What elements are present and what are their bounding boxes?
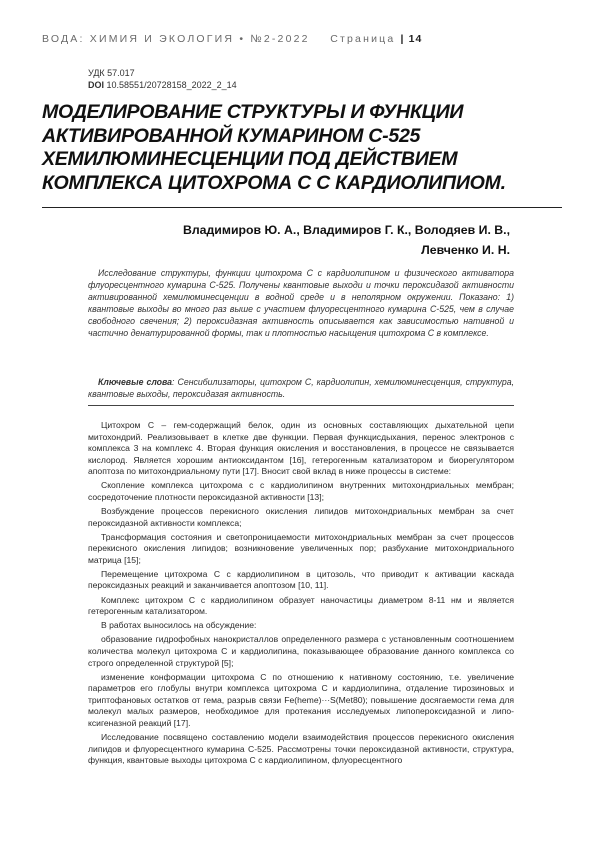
page-number: 14 xyxy=(408,33,423,45)
abstract: Исследование структуры, функции цитохрома С с кардиолипином и физического активатора флуоресцентного кумарина С-525. Получены квантовые выходи и точки пероксидазой активности активированной хемилюминесценции в водной среде и в неполярном окружении. Показано: 1) квантовые выходы во много раз выше с участием флуоресцентного кумарина С-525, чем в случае свободного свечения; 2) пероксидазная активность описывается как зависимостью нативной и частично денатурированной формы, так и плотностью насыщения цитохрома С в комплексе. xyxy=(88,268,514,338)
body-paragraph: Комплекс цитохром С с кардиолипином образует наночастицы диаметром 8-11 нм и является гетерогенным катализатором. xyxy=(88,594,514,617)
keywords xyxy=(88,377,514,401)
body-paragraph: Трансформация состояния и светопроницаемости митохондриальных мембран за счет процессов перекисного окисления липидов; возникновение увеличенных пор; разбухание митохондриального матрица [15]; xyxy=(88,531,514,565)
body-paragraph: Возбуждение процессов перекисного окисления липидов митохондриальных мембран за счет пероксидазной активности комплекса; xyxy=(88,506,514,528)
doi-line xyxy=(88,80,237,90)
authors-line: Левченко И. Н. xyxy=(421,243,510,257)
running-header xyxy=(42,33,562,45)
body-paragraph: В работах выносилось на обсуждение: xyxy=(101,620,257,631)
doi-label: DOI xyxy=(88,80,105,90)
issue-number: №2-2022 xyxy=(250,33,310,45)
title-line: КОМПЛЕКСА ЦИТОХРОМА С С КАРДИОЛИПИОМ. xyxy=(42,171,506,194)
title-line: ХЕМИЛЮМИНЕСЦЕНЦИИ ПОД ДЕЙСТВИЕМ xyxy=(42,148,458,170)
keywords-divider xyxy=(88,405,514,406)
journal-name: ВОДА: ХИМИЯ И ЭКОЛОГИЯ xyxy=(42,33,235,45)
authors-line: Владимиров Ю. А., Владимиров Г. К., Володяев И. В., xyxy=(182,223,510,237)
title-line: МОДЕЛИРОВАНИЕ СТРУКТУРЫ И ФУНКЦИИ xyxy=(42,101,464,123)
body-paragraph: Цитохром С – гем-содержащий белок, один из основных составляющих дыхательной цепи митохондрий. Реализовывает в клетке две функции. Первая функцисдыхания, перенос электронов с комплекса 3 на комплекс 4. Вторая функция окисления и восстановления, в процессе не связывается кислород. Является хорошим антиоксидантом [16], гетерогенным катализатором и биорегулятором апоптоза по митохондриальному пути [17]. Вносит свой вклад в ниже процессы в системе: xyxy=(88,420,514,477)
body-paragraph: Исследование посвящено составлению модели взаимодействия процессов перекисного окисления липидов и флуоресцентного кумарина С-525. Рассмотрены точки пероксидазной активности, структура, функция, квантовые выходы цитохрома С с кардиолипином, флуоресцентного xyxy=(88,732,514,766)
author-list xyxy=(90,220,510,260)
body-paragraph: Перемещение цитохрома С с кардиолипином в цитозоль, что приводит к активации каскада пероксидазных реакций и заканчивается апоптозом [10, 11]. xyxy=(88,568,514,591)
udc-code: УДК 57.017 xyxy=(88,68,135,78)
article-title xyxy=(42,101,562,195)
body-paragraph: изменение конформации цитохрома С по отношению к нативному состоянию, т.е. увеличение параметров его глобулы внутри комплекса цитохрома С и кардиолипина, отдаление тирозиновых и триптофановых остатков от гема, разрыв связи Fe(heme)···S(Met80); повышение досягаемости гема для молекул малых размеров, необходимое для протекания исследуемых липопероксидазной и липо-ксигеназной реакций [17]. xyxy=(88,671,514,728)
title-line: АКТИВИРОВАННОЙ КУМАРИНОМ С-525 xyxy=(42,124,421,147)
article-body xyxy=(88,420,514,769)
keywords-label: Ключевые слова xyxy=(98,377,173,387)
body-paragraph: Скопление комплекса цитохрома с с кардиолипином внутренних митохондриальных мембран; сосредоточение плотности пероксидазной активности [13]; xyxy=(88,480,514,502)
title-divider xyxy=(42,207,562,208)
header-bullet: • xyxy=(239,33,246,45)
keywords-text: : Сенсибилизаторы, цитохром С, кардиолипин, хемилюминесценция, структура, квантовые выходы, пероксидазая активность. xyxy=(88,377,514,399)
page-label: Страница xyxy=(330,33,396,45)
header-separator: | xyxy=(400,33,404,45)
doi-value: 10.58551/20728158_2022_2_14 xyxy=(106,80,237,90)
body-paragraph: образование гидрофобных нанокристаллов определенного размера с установленным соотношением количества молекул цитохрома С и кардиолипина, показывающее образование данного комплекса со строго определенной структурой [5]; xyxy=(88,634,514,668)
